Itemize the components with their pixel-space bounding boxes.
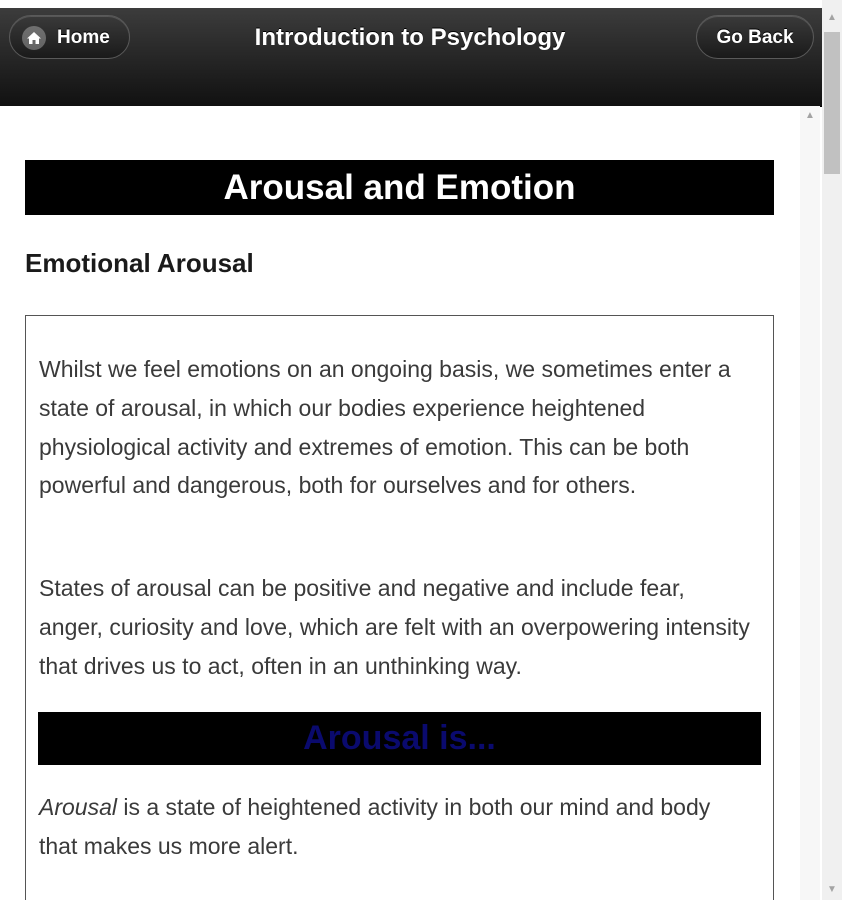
top-strip bbox=[0, 0, 822, 8]
content-area bbox=[0, 106, 800, 900]
home-icon bbox=[22, 26, 46, 50]
content-scroll-up-arrow-icon[interactable]: ▲ bbox=[805, 110, 815, 121]
content-box bbox=[25, 315, 774, 900]
definition-heading: Arousal is... bbox=[38, 712, 761, 765]
go-back-button[interactable]: Go Back bbox=[696, 15, 814, 59]
section-heading: Emotional Arousal bbox=[25, 248, 254, 278]
scroll-up-arrow-icon[interactable]: ▲ bbox=[827, 12, 837, 23]
paragraph-1: Whilst we feel emotions on an ongoing basis, we sometimes enter a state of arousal, in which our bodies experience heightened physiological activity and extremes of emotion. This can be both powerful and dangerous, both for ourselves and for others. bbox=[39, 356, 731, 499]
home-button[interactable] bbox=[9, 15, 130, 59]
definition-term: Arousal bbox=[39, 794, 117, 820]
header-title: Introduction to Psychology bbox=[254, 24, 566, 51]
definition-paragraph bbox=[39, 788, 754, 866]
page-scrollbar[interactable] bbox=[822, 0, 842, 900]
content-scrollbar[interactable] bbox=[800, 106, 820, 900]
paragraph-2: States of arousal can be positive and negative and include fear, anger, curiosity and love, which are felt with an overpowering intensity that drives us to act, often in an unthinking way. bbox=[39, 575, 750, 679]
scroll-down-arrow-icon[interactable]: ▼ bbox=[827, 884, 837, 895]
definition-text: is a state of heightened activity in both our mind and body that makes us more alert. bbox=[39, 794, 711, 859]
header-bar bbox=[0, 8, 822, 107]
page-title: Arousal and Emotion bbox=[25, 160, 774, 215]
home-button-label: Home bbox=[57, 27, 110, 48]
scrollbar-thumb[interactable] bbox=[824, 32, 840, 174]
